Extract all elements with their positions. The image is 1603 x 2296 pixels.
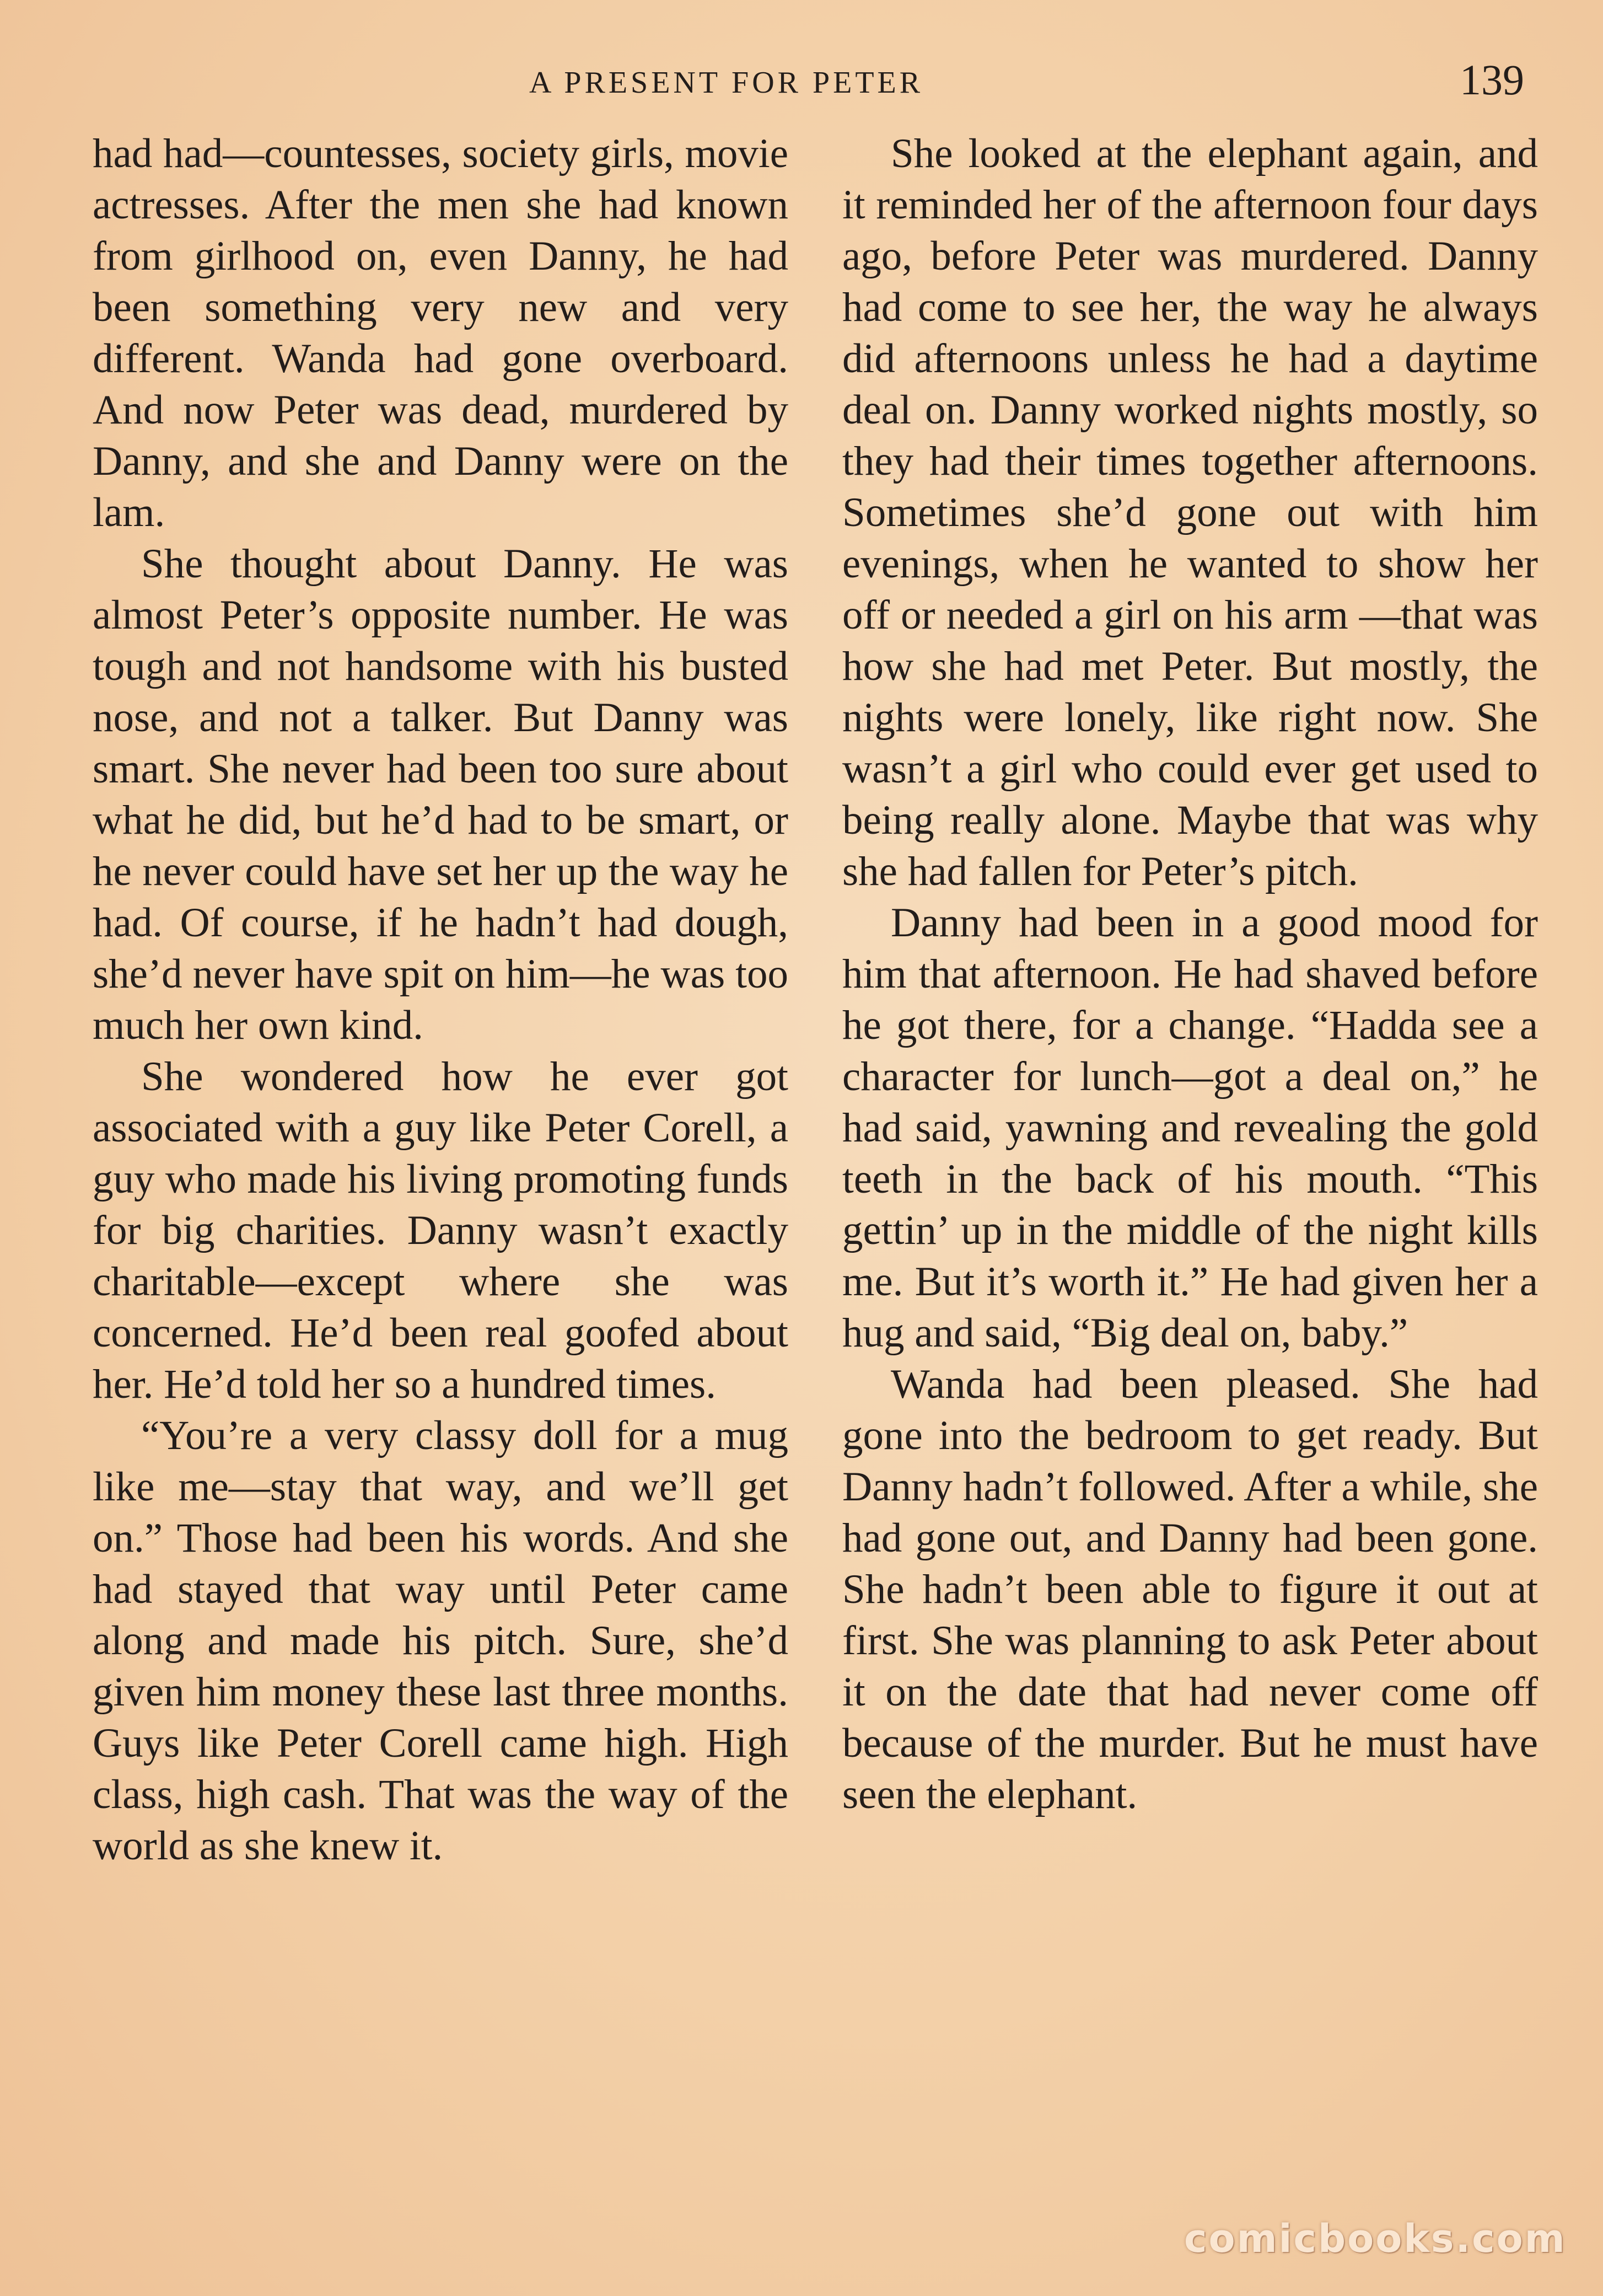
paragraph: She wondered how he ever got associated with a guy like Peter Corell, a guy who made his living promoting funds for big charities. Danny wasn’t exactly charitable—except where she was concerned. He’d been real goofed about her. He’d told her so a hundred times. — [93, 1054, 788, 1407]
page-number: 139 — [1460, 56, 1524, 104]
running-title: A PRESENT FOR PETER — [529, 66, 924, 100]
paragraph: Danny had been in a good mood for him that afternoon. He had shaved before he got there, for a change. “Hadda see a character for lunch—got a deal on,” he had said, yawning and revealing the gold teeth in the back of his mouth. “This gettin’ up in the middle of the night kills me. But it’s worth it.” He had given her a hug and said, “Big deal on, baby.” — [842, 900, 1538, 1356]
paragraph: had had—countesses, society girls, movie actresses. After the men she had known from girlhood on, even Danny, he had been something very new and very different. Wanda had gone overboard. And now Peter was dead, murdered by Danny, and she and Danny were on the lam. — [93, 131, 788, 535]
left-text-column — [93, 128, 788, 1871]
running-header — [0, 58, 1603, 108]
paragraph: She thought about Danny. He was almost Peter’s opposite number. He was tough and not handsome with his busted nose, and not a talker. But Danny was smart. She never had been too sure about what he did, but he’d had to be smart, or he never could have set her up the way he had. Of course, if he hadn’t had dough, she’d never have spit on him—he was too much her own kind. — [93, 541, 788, 1048]
paragraph: She looked at the elephant again, and it reminded her of the afternoon four days ago, before Peter was murdered. Danny had come to see her, the way he always did afternoons unless he had a daytime deal on. Danny worked nights mostly, so they had their times together afternoons. Sometimes she’d gone out with him evenings, when he wanted to show her off or needed a girl on his arm —that was how she had met Peter. But mostly, the nights were lonely, like right now. She wasn’t a girl who could ever get used to being really alone. Maybe that was why she had fallen for Peter’s pitch. — [842, 131, 1538, 894]
paragraph: “You’re a very classy doll for a mug like me—stay that way, and we’ll get on.” Those had been his words. And she had stayed that way until Peter came along and made his pitch. Sure, she’d given him money these last three months. Guys like Peter Corell came high. High class, high cash. That was the way of the world as she knew it. — [93, 1413, 788, 1869]
paragraph: Wanda had been pleased. She had gone into the bedroom to get ready. But Danny hadn’t followed. After a while, she had gone out, and Danny had been gone. She hadn’t been able to figure it out at first. She was planning to ask Peter about it on the date that had never come off because of the murder. But he must have seen the elephant. — [842, 1361, 1538, 1817]
right-text-column — [842, 128, 1538, 1820]
site-watermark: comicbooks.com — [1184, 2216, 1567, 2261]
